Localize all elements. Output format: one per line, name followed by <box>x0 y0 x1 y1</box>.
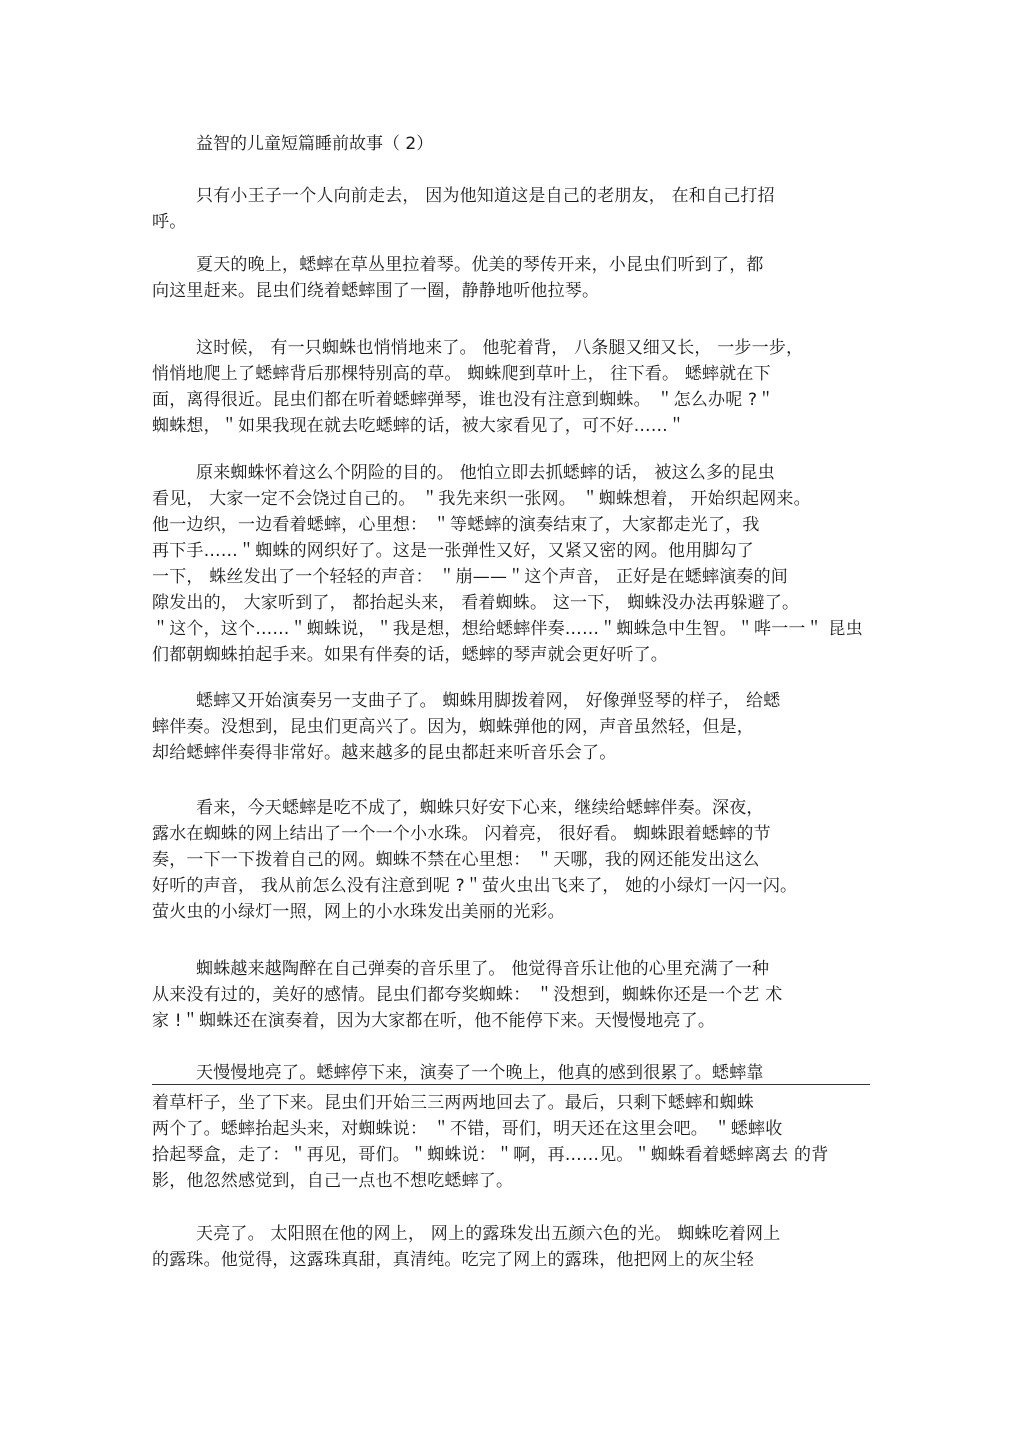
paragraph-4-line-4: 再下手……＂蜘蛛的网织好了。这是一张弹性又好，又紧又密的网。他用脚勾了 <box>152 541 754 561</box>
paragraph-3-line-1: 这时候， 有一只蜘蛛也悄悄地来了。 他驼着背， 八条腿又细又长， 一步一步， <box>196 338 804 358</box>
paragraph-3-line-3: 面，离得很近。昆虫们都在听着蟋蟀弹琴，谁也没有注意到蜘蛛。 ＂怎么办呢 ?＂ <box>152 390 775 410</box>
paragraph-5-line-1: 蟋蟀又开始演奏另一支曲子了。 蜘蛛用脚拨着网， 好像弹竖琴的样子， 给蟋 <box>196 691 781 711</box>
paragraph-4-line-2: 看见， 大家一定不会饶过自己的。 ＂我先来织一张网。 ＂蜘蛛想着， 开始织起网来。 <box>152 489 811 509</box>
paragraph-4-line-5: 一下， 蛛丝发出了一个轻轻的声音： ＂崩——＂这个声音， 正好是在蟋蟀演奏的间 <box>152 567 789 587</box>
paragraph-5-line-3: 却给蟋蟀伴奏得非常好。越来越多的昆虫都赶来听音乐会了。 <box>152 743 617 763</box>
paragraph-3-line-2: 悄悄地爬上了蟋蟀背后那棵特别高的草。 蜘蛛爬到草叶上， 往下看。 蟋蟀就在下 <box>152 364 771 384</box>
paragraph-4-line-6: 隙发出的， 大家听到了， 都抬起头来， 看着蜘蛛。 这一下， 蜘蛛没办法再躲避了。 <box>152 593 800 613</box>
paragraph-6-line-5: 萤火虫的小绿灯一照，网上的小水珠发出美丽的光彩。 <box>152 902 565 922</box>
paragraph-9-line-1: 天亮了。 太阳照在他的网上， 网上的露珠发出五颜六色的光。 蜘蛛吃着网上 <box>196 1224 781 1244</box>
paragraph-4-line-8: 们都朝蜘蛛拍起手来。如果有伴奏的话，蟋蟀的琴声就会更好听了。 <box>152 645 668 665</box>
paragraph-2-line-2: 向这里赶来。昆虫们绕着蟋蟀围了一圈，静静地听他拉琴。 <box>152 281 600 301</box>
paragraph-8-line-4: 拾起琴盒，走了：＂再见，哥们。＂蜘蛛说：＂啊，再……见。＂蜘蛛看着蟋蟀离去 的背 <box>152 1145 829 1165</box>
paragraph-2-line-1: 夏天的晚上，蟋蟀在草丛里拉着琴。优美的琴传开来，小昆虫们听到了，都 <box>196 255 764 275</box>
paragraph-7-line-3: 家 !＂蜘蛛还在演奏着，因为大家都在听，他不能停下来。天慢慢地亮了。 <box>152 1011 716 1031</box>
paragraph-4-line-7: ＂这个，这个……＂蜘蛛说，＂我是想，想给蟋蟀伴奏……＂蜘蛛急中生智。＂哔一一＂ 昆虫 <box>152 619 863 639</box>
paragraph-7-line-1: 蜘蛛越来越陶醉在自己弹奏的音乐里了。 他觉得音乐让他的心里充满了一种 <box>196 959 770 979</box>
paragraph-8-line-5: 影，他忽然感觉到，自己一点也不想吃蟋蟀了。 <box>152 1171 514 1191</box>
paragraph-6-line-1: 看来，今天蟋蟀是吃不成了，蜘蛛只好安下心来，继续给蟋蟀伴奏。深夜， <box>196 798 764 818</box>
paragraph-7-line-2: 从来没有过的，美好的感情。昆虫们都夸奖蜘蛛： ＂没想到，蜘蛛你还是一个艺 术 <box>152 985 783 1005</box>
paragraph-4-line-1: 原来蜘蛛怀着这么个阴险的目的。 他怕立即去抓蟋蟀的话， 被这么多的昆虫 <box>196 463 775 483</box>
paragraph-6-line-4: 好听的声音， 我从前怎么没有注意到呢 ?＂萤火虫出飞来了， 她的小绿灯一闪一闪。 <box>152 876 798 896</box>
paragraph-5-line-2: 蟀伴奏。没想到，昆虫们更高兴了。因为，蜘蛛弹他的网，声音虽然轻，但是， <box>152 717 754 737</box>
paragraph-8-line-3: 两个了。蟋蟀抬起头来，对蜘蛛说： ＂不错，哥们，明天还在这里会吧。 ＂蟋蟀收 <box>152 1119 783 1139</box>
horizontal-rule <box>152 1084 870 1085</box>
paragraph-8-line-1: 天慢慢地亮了。蟋蟀停下来，演奏了一个晚上，他真的感到很累了。蟋蟀靠 <box>196 1063 764 1083</box>
paragraph-3-line-4: 蜘蛛想，＂如果我现在就去吃蟋蟀的话，被大家看见了，可不好……＂ <box>152 416 686 436</box>
paragraph-6-line-3: 奏，一下一下拨着自己的网。蜘蛛不禁在心里想： ＂天哪，我的网还能发出这么 <box>152 850 760 870</box>
paragraph-1-line-1: 只有小王子一个人向前走去， 因为他知道这是自己的老朋友， 在和自己打招 <box>196 186 775 206</box>
paragraph-9-line-2: 的露珠。他觉得，这露珠真甜，真清纯。吃完了网上的露珠，他把网上的灰尘轻 <box>152 1250 754 1270</box>
paragraph-8-line-2: 着草杆子，坐了下来。昆虫们开始三三两两地回去了。最后，只剩下蟋蟀和蜘蛛 <box>152 1093 754 1113</box>
document-title: 益智的儿童短篇睡前故事（ 2） <box>196 134 434 154</box>
paragraph-1-line-2: 呼。 <box>152 212 187 232</box>
paragraph-6-line-2: 露水在蜘蛛的网上结出了一个一个小水珠。 闪着亮， 很好看。 蜘蛛跟着蟋蟀的节 <box>152 824 771 844</box>
paragraph-4-line-3: 他一边织，一边看着蟋蟀，心里想： ＂等蟋蟀的演奏结束了，大家都走光了，我 <box>152 515 760 535</box>
